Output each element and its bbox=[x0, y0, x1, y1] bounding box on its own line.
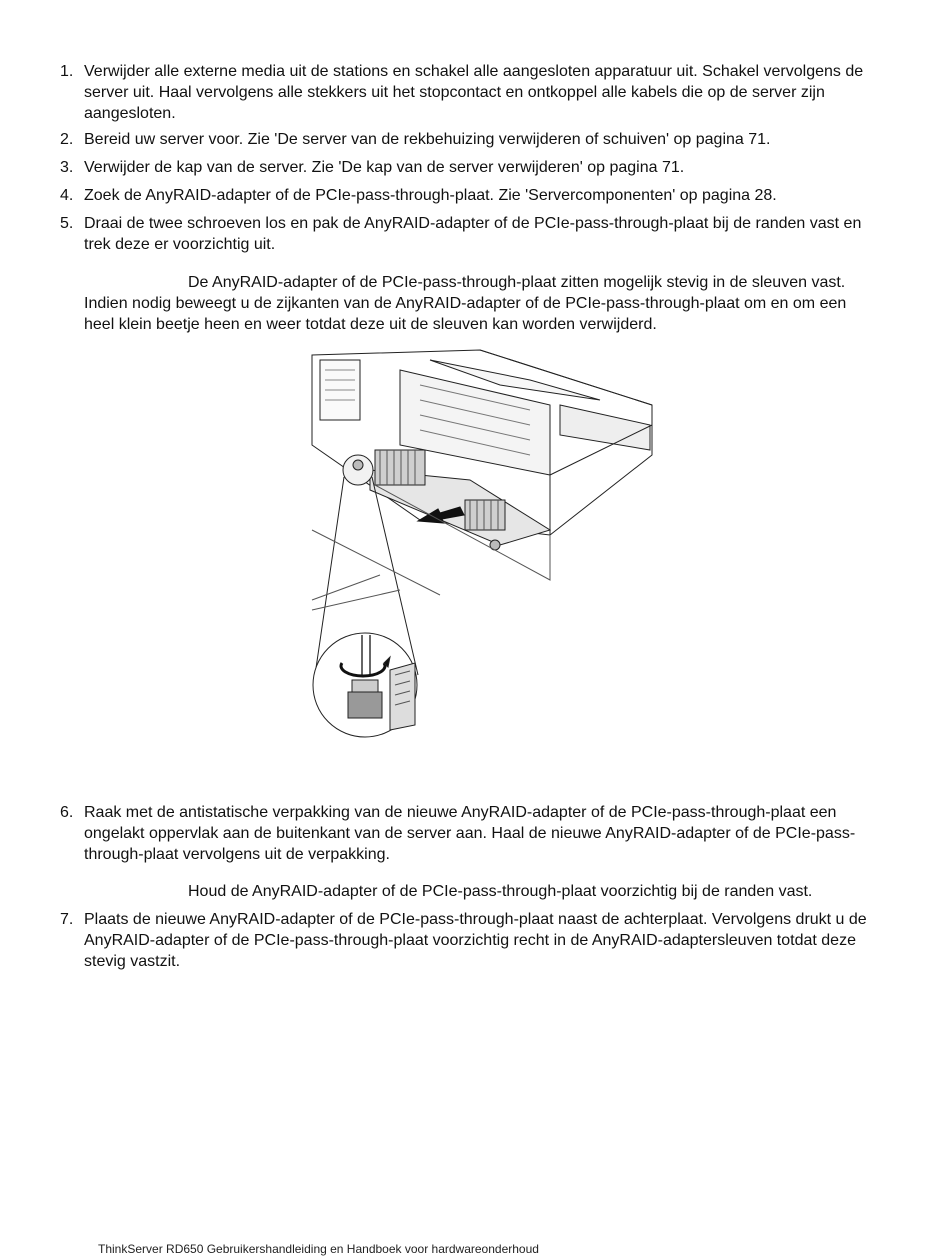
step-text: Verwijder de kap van de server. Zie 'De kap van de server verwijderen' op pagina 71. bbox=[84, 159, 685, 176]
step-2 bbox=[60, 129, 870, 150]
page-footer: ThinkServer RD650 Gebruikershandleiding en Handboek voor hardwareonderhoud bbox=[98, 1242, 539, 1256]
step-number: 3. bbox=[60, 159, 74, 176]
step-4 bbox=[60, 185, 870, 206]
step-number: 1. bbox=[60, 63, 74, 80]
step-text: Plaats de nieuwe AnyRAID-adapter of de PCIe-pass-through-plaat naast de achterplaat. Vervolgens drukt u de AnyRAID-adapter of de PCIe-pass-through-plaat voorzichtig recht in de AnyRAID-adaptersleuven totdat deze stevig vastzit. bbox=[84, 911, 867, 970]
step-6 bbox=[60, 802, 870, 865]
note-step-5: De AnyRAID-adapter of de PCIe-pass-through-plaat zitten mogelijk stevig in de sleuven vast. Indien nodig beweegt u de zijkanten van de AnyRAID-adapter of de PCIe-pass-through-plaat om en om een heel klein beetje heen en weer totdat deze uit de sleuven kan worden verwijderd. bbox=[84, 274, 847, 333]
adapter-removal-illustration bbox=[300, 345, 670, 745]
step-3 bbox=[60, 157, 870, 178]
step-text: Draai de twee schroeven los en pak de AnyRAID-adapter of de PCIe-pass-through-plaat bij de randen vast en trek deze er voorzichtig uit. bbox=[84, 215, 862, 253]
step-number: 5. bbox=[60, 215, 74, 232]
step-text: Verwijder alle externe media uit de stations en schakel alle aangesloten apparatuur uit. Schakel vervolgens de server uit. Haal vervolgens alle stekkers uit het stopcontact en ontkoppel alle kabels die op de server zijn aangesloten. bbox=[84, 63, 864, 122]
step-number: 6. bbox=[60, 804, 74, 821]
step-number: 7. bbox=[60, 911, 74, 928]
step-number: 2. bbox=[60, 131, 74, 148]
step-text: Bereid uw server voor. Zie 'De server van de rekbehuizing verwijderen of schuiven' op pagina 71. bbox=[84, 131, 771, 148]
step-1 bbox=[60, 61, 870, 124]
step-5 bbox=[60, 213, 870, 255]
step-7 bbox=[60, 909, 870, 972]
step-text: Raak met de antistatische verpakking van de nieuwe AnyRAID-adapter of de PCIe-pass-through-plaat een ongelakt oppervlak aan de buitenkant van de server aan. Haal de nieuwe AnyRAID-adapter of de PCIe-pass-through-plaat vervolgens uit de verpakking. bbox=[84, 804, 856, 863]
step-text: Zoek de AnyRAID-adapter of de PCIe-pass-through-plaat. Zie 'Servercomponenten' op pagina 28. bbox=[84, 187, 777, 204]
note-step-6: Houd de AnyRAID-adapter of de PCIe-pass-through-plaat voorzichtig bij de randen vast. bbox=[188, 883, 813, 900]
step-number: 4. bbox=[60, 187, 74, 204]
